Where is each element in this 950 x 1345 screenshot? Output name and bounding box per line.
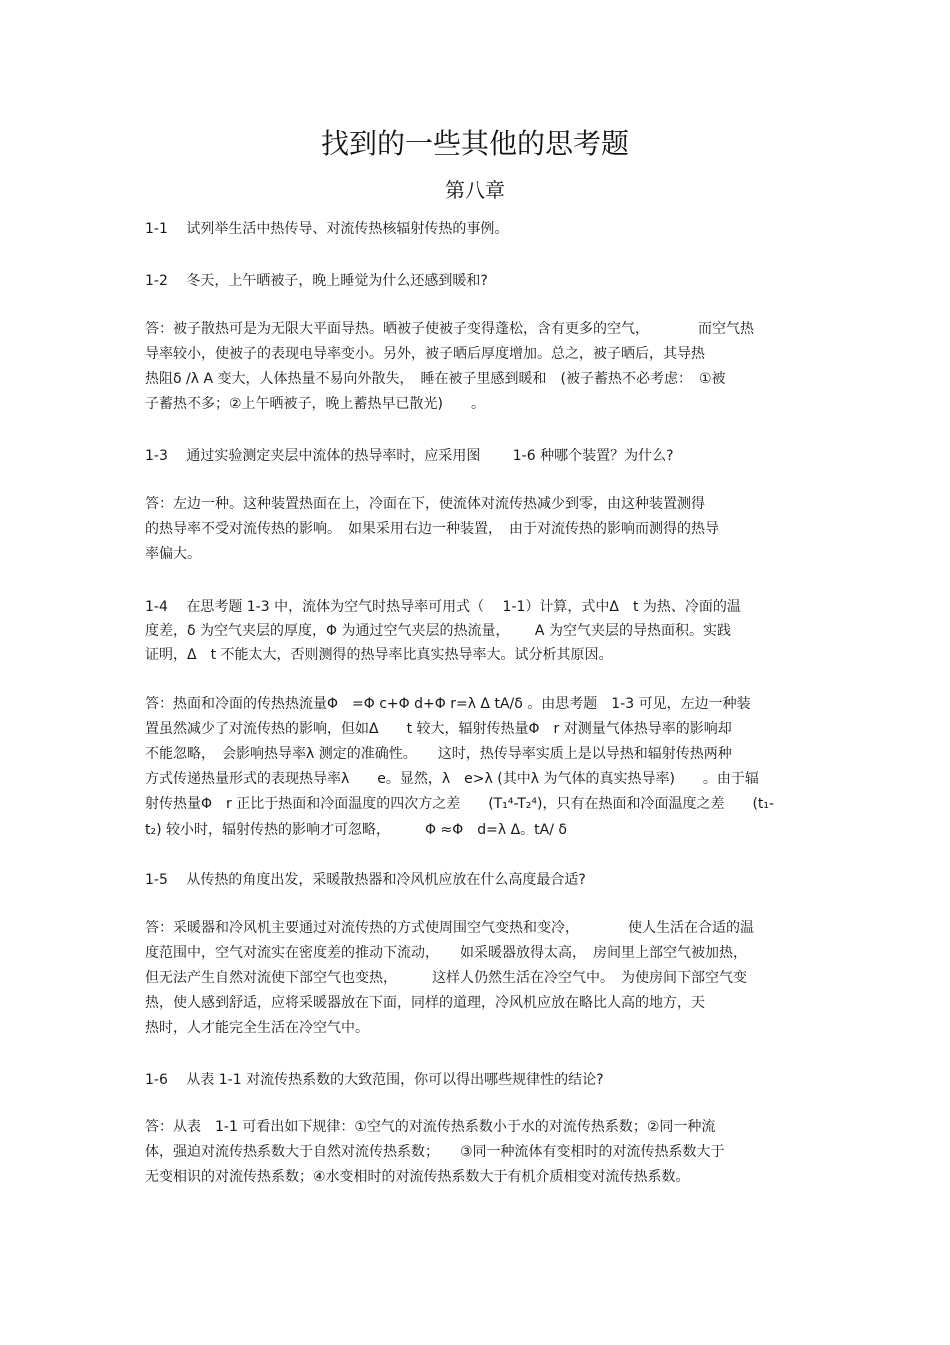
answer-1-3-line: 率偏大。	[145, 546, 201, 562]
question-1-5: 1-5 从传热的角度出发，采暖散热器和冷风机应放在什么高度最合适?	[145, 872, 586, 888]
answer-1-5-line: 但无法产生自然对流使下部空气也变热， 这样人仍然生活在冷空气中。 为使房间下部空气变	[145, 970, 747, 986]
chapter-heading: 第八章	[445, 178, 505, 202]
answer-1-2-line: 导率较小，使被子的表现电导率变小。另外，被子晒后厚度增加。总之，被子晒后，其导热	[145, 346, 705, 362]
answer-1-4-line: 答：热面和冷面的传热热流量Φ =Φ c+Φ d+Φ r=λ Δ tA/δ 。由思考题 1-3 可见，左边一种装	[145, 696, 751, 712]
answer-1-2-line: 答：被子散热可是为无限大平面导热。晒被子使被子变得蓬松，含有更多的空气， 而空气热	[145, 321, 754, 337]
answer-1-5-line: 答：采暖器和冷风机主要通过对流传热的方式使周围空气变热和变冷， 使人生活在合适的温	[145, 920, 754, 936]
question-1-1: 1-1 试列举生活中热传导、对流传热核辐射传热的事例。	[145, 221, 509, 237]
answer-1-4-line: 方式传递热量形式的表现热导率λ e。显然，λ e>λ (其中λ 为气体的真实热导率) 。由于辐	[145, 771, 759, 787]
question-1-4-line: 度差，δ 为空气夹层的厚度，Φ 为通过空气夹层的热流量， A 为空气夹层的导热面积。实践	[145, 623, 731, 639]
answer-1-4-line: 置虽然减少了对流传热的影响，但如Δ t 较大，辐射传热量Φ r 对测量气体热导率的影响却	[145, 721, 732, 737]
question-1-3: 1-3 通过实验测定夹层中流体的热导率时，应采用图 1-6 种哪个装置？为什么?	[145, 448, 674, 464]
answer-1-2-line: 子蓄热不多；②上午晒被子，晚上蓄热早已散光) 。	[145, 396, 486, 412]
question-1-2: 1-2 冬天，上午晒被子，晚上睡觉为什么还感到暖和?	[145, 273, 488, 289]
answer-1-3-line: 答：左边一种。这种装置热面在上，冷面在下，使流体对流传热减少到零，由这种装置测得	[145, 496, 705, 512]
answer-1-5-line: 热时，人才能完全生活在冷空气中。	[145, 1020, 369, 1036]
page-title: 找到的一些其他的思考题	[320, 127, 629, 160]
question-1-6: 1-6 从表 1-1 对流传热系数的大致范围，你可以得出哪些规律性的结论?	[145, 1072, 604, 1088]
answer-1-5-line: 热，使人感到舒适，应将采暖器放在下面，同样的道理，冷风机应放在略比人高的地方，天	[145, 995, 705, 1011]
answer-1-5-line: 度范围中，空气对流实在密度差的推动下流动， 如采暖器放得太高， 房间里上部空气被加热，	[145, 945, 747, 961]
answer-1-4-line: 射传热量Φ r 正比于热面和冷面温度的四次方之差 (T₁⁴-T₂⁴)，只有在热面和冷面温度之差 (t₁-	[145, 796, 775, 812]
answer-1-3-line: 的热导率不受对流传热的影响。 如果采用右边一种装置， 由于对流传热的影响而测得的热导	[145, 521, 719, 537]
question-1-4-line: 证明，Δ t 不能太大，否则测得的热导率比真实热导率大。试分析其原因。	[145, 647, 613, 663]
question-1-4-line: 1-4 在思考题 1-3 中，流体为空气时热导率可用式（ 1-1）计算，式中Δ t 为热、冷面的温	[145, 599, 741, 615]
answer-1-6-line: 无变相识的对流传热系数；④水变相时的对流传热系数大于有机介质相变对流传热系数。	[145, 1169, 690, 1185]
answer-1-2-line: 热阻δ /λ A 变大，人体热量不易向外散失， 睡在被子里感到暖和 (被子蓄热不必考虑： ①被	[145, 371, 726, 387]
answer-1-6-line: 体，强迫对流传热系数大于自然对流传热系数； ③同一种流体有变相时的对流传热系数大于	[145, 1144, 725, 1160]
answer-1-4-line: t₂) 较小时，辐射传热的影响才可忽略， Φ ≈Φ d=λ Δ。tA/ δ	[145, 822, 567, 838]
answer-1-4-line: 不能忽略， 会影响热导率λ 测定的准确性。 这时，热传导率实质上是以导热和辐射传热两种	[145, 746, 732, 762]
answer-1-6-line: 答：从表 1-1 可看出如下规律：①空气的对流传热系数小于水的对流传热系数；②同一种流	[145, 1119, 716, 1135]
